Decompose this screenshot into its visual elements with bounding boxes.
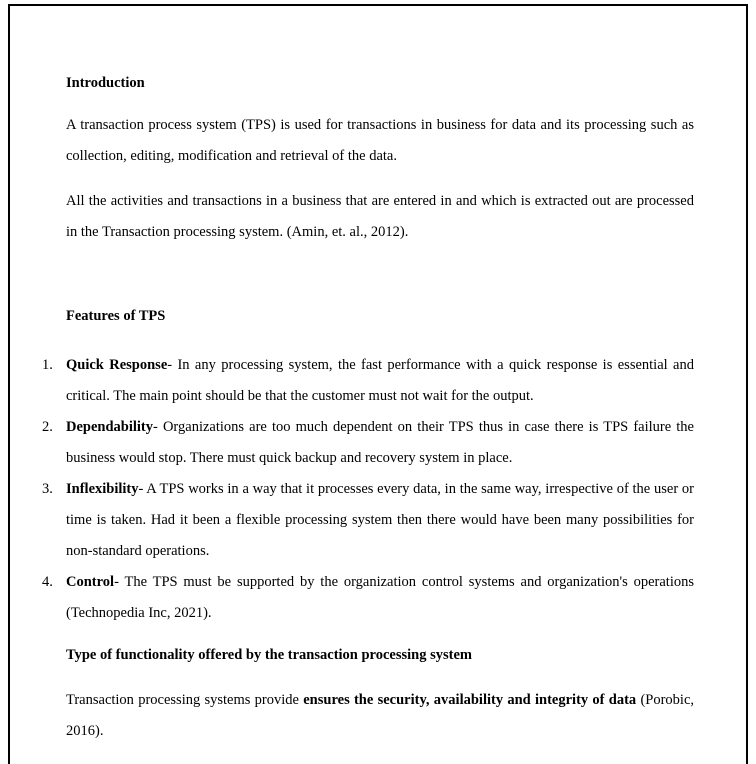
- paragraph-functionality-bold: ensures the security, availability and integrity of data: [303, 692, 637, 708]
- features-list: [42, 350, 694, 629]
- list-item: [42, 412, 694, 474]
- paragraph-introduction-1: A transaction process system (TPS) is used for transactions in business for data and its processing such as collection, editing, modification and retrieval of the data.: [66, 117, 694, 164]
- spacer: [66, 671, 694, 685]
- paragraph-functionality-tail: (Porobic, 2016).: [66, 692, 695, 739]
- list-item-term: Control: [66, 574, 115, 590]
- list-item-body: - Organizations are too much dependent on their TPS thus in case there is TPS failure the business would stop. There must quick backup and recovery system in place.: [66, 419, 694, 466]
- list-item: [42, 567, 694, 629]
- paragraph-functionality: [66, 685, 694, 747]
- list-item: [42, 350, 694, 412]
- spacer: [66, 332, 694, 350]
- list-item-text: [66, 350, 694, 412]
- heading-type-of-functionality: Type of functionality offered by the transaction processing system: [66, 647, 472, 663]
- list-item-text: [66, 567, 694, 629]
- list-item-body: - The TPS must be supported by the organization control systems and organization's operations (Technopedia Inc, 2021).: [66, 574, 694, 621]
- paragraph-functionality-lead: Transaction processing systems provide: [66, 692, 304, 708]
- list-item-number: 2.: [42, 419, 53, 435]
- list-item-text: [66, 474, 694, 567]
- list-item-body: - In any processing system, the fast performance with a quick response is essential and critical. The main point should be that the customer must not wait for the output.: [66, 357, 694, 404]
- heading-introduction: Introduction: [66, 75, 145, 91]
- paragraph-introduction-2: All the activities and transactions in a business that are entered in and which is extracted out are processed in the Transaction processing system. (Amin, et. al., 2012).: [66, 193, 694, 240]
- spacer: [66, 99, 694, 110]
- list-item-number: 1.: [42, 357, 53, 373]
- document-body: [42, 68, 695, 747]
- list-item-number: 4.: [42, 574, 53, 590]
- spacer: [66, 172, 694, 186]
- list-item-number: 3.: [42, 481, 53, 497]
- page-border-frame: [8, 4, 748, 764]
- list-item-term: Inflexibility: [66, 481, 139, 497]
- spacer: [66, 248, 694, 301]
- list-item-text: [66, 412, 694, 474]
- list-item-term: Dependability: [66, 419, 154, 435]
- heading-features-of-tps: Features of TPS: [66, 308, 166, 324]
- list-item-term: Quick Response: [66, 357, 168, 373]
- list-item: [42, 474, 694, 567]
- spacer: [66, 629, 694, 640]
- list-item-body: - A TPS works in a way that it processes every data, in the same way, irrespective of the user or time is taken. Had it been a flexible processing system then there would have been many possibilities for non-standard operations.: [66, 481, 694, 559]
